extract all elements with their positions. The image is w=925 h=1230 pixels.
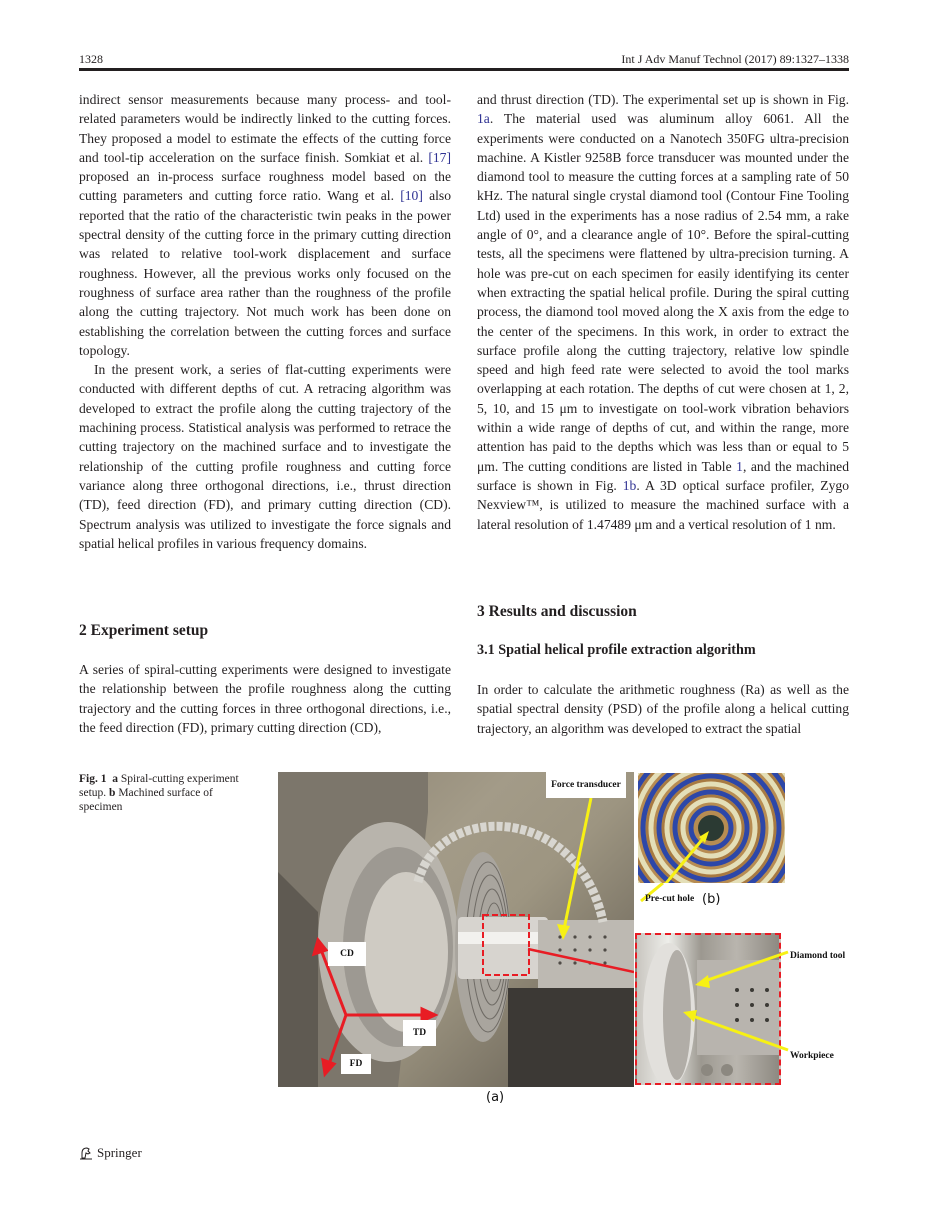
- caption-part-a-label: a: [112, 773, 118, 785]
- paragraph-experiment-setup: A series of spiral-cutting experiments were designed to investigate the relationship between the profile roughness along the cutting trajectory and the cutting forces in three orthogonal directions, i.e., the feed direction (FD), primary cutting direction (CD),: [79, 662, 451, 735]
- citation-link[interactable]: [17]: [428, 149, 451, 165]
- label-workpiece: Workpiece: [790, 1051, 834, 1061]
- section-heading-results: 3 Results and discussion: [477, 603, 637, 620]
- profile-extraction-paragraph: [477, 680, 849, 738]
- springer-horse-icon: [79, 1146, 93, 1160]
- machine-base: [508, 988, 634, 1087]
- subfigure-label-a: (a): [486, 1090, 505, 1105]
- subsection-heading-profile-extraction: 3.1 Spatial helical profile extraction algorithm: [477, 642, 756, 658]
- figure-label: Fig. 1: [79, 773, 107, 785]
- workpiece-shaft: [458, 917, 548, 979]
- page-number: 1328: [79, 52, 103, 66]
- paragraph-setup-details: [477, 90, 849, 534]
- paragraph-intro-continued: [79, 90, 451, 360]
- publisher-name: Springer: [97, 1145, 142, 1160]
- setup-photo-illustration: [278, 772, 634, 1087]
- left-column: [79, 90, 451, 553]
- subfigure-label-b: (b): [702, 892, 721, 907]
- paragraph-text: . A 3D optical surface profiler, Zygo Nexview™, is utilized to measure the machined surface with a lateral resolution of 1.47489 μm and a vertical resolution of 1 nm.: [477, 477, 850, 532]
- label-diamond-tool: Diamond tool: [790, 951, 846, 961]
- force-transducer-arrow: [563, 798, 591, 934]
- citation-link[interactable]: 1b: [622, 477, 637, 493]
- paragraph-text: proposed an in-process surface roughness model based on the cutting parameters and cutting force ratio. Wang et al.: [79, 169, 451, 204]
- running-head: [79, 50, 849, 68]
- paragraph-profile-extraction: In order to calculate the arithmetic roughness (Ra) as well as the spatial spectral density (PSD) of the profile along a helical cutting trajectory, an algorithm was developed to extract the spatial: [477, 682, 849, 736]
- workpiece-arrow: [690, 1015, 788, 1050]
- experiment-setup-paragraph: [79, 660, 451, 737]
- paragraph-present-work: In the present work, a series of flat-cutting experiments were conducted with different depths of cut. A retracing algorithm was developed to extract the profile along the cutting trajectory of the machining process. Statistical analysis was performed to retrace the cutting trajectory on the machined surface and to investigate the relationship of the cutting profile roughness and cutting force variance along three orthogonal directions, i.e., thrust direction (TD), feed direction (FD), and primary cutting direction (CD). Spectrum analysis was utilized to investigate the force signals and spatial helical profiles in various frequency domains.: [79, 362, 451, 551]
- citation-link[interactable]: 1a: [477, 111, 490, 127]
- experiment-setup-photo: [278, 772, 634, 1087]
- right-column: [477, 90, 849, 534]
- figure-caption: [79, 772, 249, 814]
- footer: [79, 1145, 142, 1161]
- journal-citation: Int J Adv Manuf Technol (2017) 89:1327–1338: [621, 52, 849, 66]
- paragraph-text: indirect sensor measurements because many process- and tool-related parameters would be indirectly linked to the cutting forces. They proposed a model to estimate the effects of the cutting force and tool-tip acceleration on the surface finish. Somkiat et al.: [79, 92, 451, 165]
- machined-surface-image: [638, 773, 785, 883]
- paragraph-text: and thrust direction (TD). The experimental set up is shown in Fig.: [477, 92, 849, 107]
- label-fd: FD: [341, 1054, 371, 1074]
- caption-part-a-text: Spiral-cutting experiment setup.: [79, 773, 239, 799]
- label-cd: CD: [328, 942, 366, 966]
- label-pre-cut-hole: Pre-cut hole: [645, 894, 695, 904]
- label-force-transducer: Force transducer: [546, 772, 626, 798]
- caption-part-b-label: b: [109, 787, 116, 799]
- paragraph-text: also reported that the ratio of the characteristic twin peaks in the power spectral density of the cutting force in the primary cutting direction was related to relative tool-work displacement and surface roughness. However, all the previous works only focused on the roughness of surface area rather than the roughness of the profile along the cutting trajectory. Not much work has been done on establishing the correlation between the cutting forces and surface topology.: [79, 188, 452, 358]
- paragraph-text: , and the machined surface is shown in Fig.: [477, 458, 849, 493]
- paragraph-text: . The material used was aluminum alloy 6061. All the experiments were conducted on a Nanotech 350FG ultra-precision machine. A Kistler 9258B force transducer was mounted under the diamond tool to measure the cutting forces at a sampling rate of 50 kHz. The natural single crystal diamond tool (Contour Fine Tooling Ltd) used in the experiments has a nose radius of 2.54 mm, a rake angle of 0°, and a clearance angle of 10°. Before the spiral-cutting tests, all the specimens were flattened by ultra-precision turning. A hole was pre-cut on each specimen for easily identifying its center when extracting the spatial helical profile. During the spiral cutting process, the diamond tool moved along the X axis from the edge to the center of the specimens. In this work, in order to extract the surface profile along the cutting trajectory, relative low spindle speed and high feed rate were selected to avoid the tool marks overlapping at each rotation. The depths of cut were chosen at 1, 2, 5, 10, and 15 μm to investigate on tool-work vibration behaviors within a wide range of depths of cut, and within the range, more attention has paid to the depths which was less than or equal to 5 μm. The cutting conditions are listed in Table: [477, 111, 849, 474]
- diamond-tool-arrow: [702, 952, 788, 982]
- caption-part-b-text: Machined surface of specimen: [79, 787, 213, 813]
- citation-link[interactable]: 1: [736, 458, 743, 474]
- header-rule: [79, 68, 849, 71]
- section-heading-experiment-setup: 2 Experiment setup: [79, 622, 209, 639]
- inset-arrows: [640, 940, 790, 1060]
- label-td: TD: [403, 1020, 436, 1046]
- spiral-pattern: [638, 773, 785, 883]
- citation-link[interactable]: [10]: [400, 188, 423, 204]
